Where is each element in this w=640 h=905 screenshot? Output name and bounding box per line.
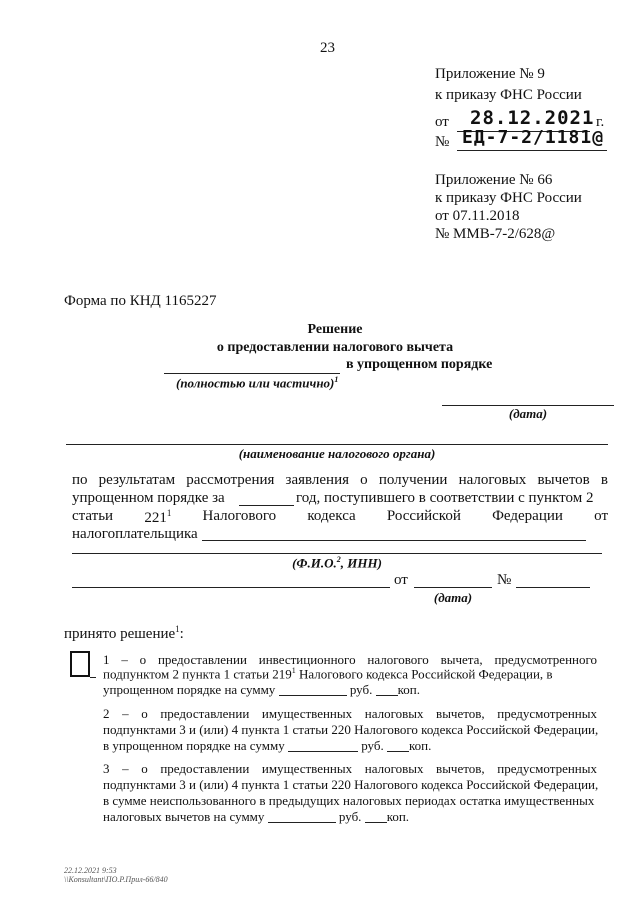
option-2-sum-blank bbox=[288, 751, 358, 752]
option-2-line-2: подпунктами 3 и (или) 4 пункта 1 статьи 220 Налогового кодекса Российской Федерации, bbox=[103, 722, 599, 737]
option-2 bbox=[103, 706, 597, 754]
footer-line-2: \\Konsultant\ПО.Р.Прил-66/840 bbox=[64, 875, 168, 884]
caption-date: (дата) bbox=[508, 406, 548, 421]
caption-date-2: (дата) bbox=[433, 590, 473, 605]
application-number-line bbox=[516, 587, 590, 588]
option-1-line-2: подпунктом 2 пункта 1 статьи $219^1$ Налогового кодекса Российской Федерации, в bbox=[103, 666, 553, 682]
body-line-3 bbox=[72, 508, 608, 527]
taxpayer-line-2 bbox=[72, 553, 602, 554]
caption-tax-authority: (наименование налогового органа) bbox=[238, 446, 436, 461]
caption-fio-inn: (Ф.И.О.$^2$, ИНН) bbox=[292, 555, 382, 571]
application-number-label: № bbox=[497, 572, 512, 588]
body-line-2a: упрощенном порядке за bbox=[72, 490, 225, 506]
appendix66-date: от 07.11.2018 bbox=[435, 208, 520, 224]
tax-authority-line bbox=[66, 444, 608, 445]
appendix9-number-handwritten: ЕД-7-2/1181@ bbox=[462, 127, 605, 148]
option-3-kop-blank bbox=[365, 822, 387, 823]
caption-full-partial: (полностью или частично)$^1$ bbox=[176, 375, 339, 391]
option-1 bbox=[103, 652, 597, 700]
option-3-line-3: в сумме неиспользованного в предыдущих налоговых периодах остатка имущественных bbox=[103, 793, 595, 808]
body-line-3-d: Российской bbox=[386, 508, 461, 524]
appendix9-from-label: от bbox=[435, 114, 449, 130]
application-date-line bbox=[414, 587, 492, 588]
appendix66-title: Приложение № 66 bbox=[435, 172, 553, 188]
checkbox-side-line bbox=[90, 677, 96, 678]
form-code: Форма по КНД 1165227 bbox=[64, 293, 217, 309]
application-from-label: от bbox=[394, 572, 408, 588]
footer-line-1: 22.12.2021 9:53 bbox=[64, 866, 117, 875]
option-1-line-3: упрощенном порядке на сумму руб. коп. bbox=[103, 682, 420, 697]
year-blank-line bbox=[239, 505, 294, 506]
option-3-sum-blank bbox=[268, 822, 336, 823]
body-line-3-article: $221^1$ bbox=[144, 508, 172, 526]
body-line-1: по результатам рассмотрения заявления о получении налоговых вычетов в bbox=[72, 472, 608, 488]
body-line-2b: год, поступившего в соответствии с пунктом 2 bbox=[296, 490, 594, 506]
option-2-line-3: в упрощенном порядке на сумму руб. коп. bbox=[103, 738, 432, 753]
heading-subtitle: о предоставлении налогового вычета bbox=[216, 340, 454, 355]
body-line-3-e: Федерации bbox=[492, 508, 563, 524]
appendix9-date-handwritten: 28.12.2021 bbox=[470, 107, 595, 129]
body-line-3-b: Налогового bbox=[202, 508, 277, 524]
body-line-4: налогоплательщика bbox=[72, 526, 198, 542]
option-3 bbox=[103, 761, 597, 825]
appendix9-number-label: № bbox=[435, 134, 450, 150]
option-2-kop-blank bbox=[387, 751, 409, 752]
option-3-line-1: 3 – о предоставлении имущественных налоговых вычетов, предусмотренных bbox=[103, 761, 597, 776]
appendix66-number: № ММВ-7-2/628@ bbox=[435, 226, 556, 242]
body-line-3-f: от bbox=[594, 508, 608, 524]
appendix9-title: Приложение № 9 bbox=[435, 66, 545, 82]
footer-stamp bbox=[64, 866, 168, 884]
option-1-sum-blank bbox=[279, 695, 347, 696]
body-line-3-c: кодекса bbox=[307, 508, 356, 524]
option-2-line-1: 2 – о предоставлении имущественных налоговых вычетов, предусмотренных bbox=[103, 706, 597, 721]
body-line-3-a: статьи bbox=[72, 508, 114, 524]
heading-simplified: в упрощенном порядке bbox=[346, 357, 493, 372]
appendix9-order: к приказу ФНС России bbox=[435, 87, 582, 103]
option-1-kop-blank bbox=[376, 695, 398, 696]
taxpayer-line-1 bbox=[202, 540, 586, 541]
appendix66-order: к приказу ФНС России bbox=[435, 190, 582, 206]
appendix9-year-suffix: г. bbox=[596, 114, 605, 130]
page-number: 23 bbox=[320, 40, 335, 56]
appendix9-number-line bbox=[457, 150, 607, 151]
deduction-type-line bbox=[164, 373, 340, 374]
decision-label: принято решение$^1$: bbox=[64, 624, 184, 642]
decision-checkbox[interactable] bbox=[70, 651, 90, 677]
option-1-line-1: 1 – о предоставлении инвестиционного налогового вычета, предусмотренного bbox=[103, 652, 597, 667]
option-3-line-2: подпунктами 3 и (или) 4 пункта 1 статьи 220 Налогового кодекса Российской Федерации, bbox=[103, 777, 599, 792]
option-3-line-4: налоговых вычетов на сумму руб. коп. bbox=[103, 809, 410, 824]
application-line bbox=[72, 587, 390, 588]
heading-title: Решение bbox=[307, 322, 363, 337]
